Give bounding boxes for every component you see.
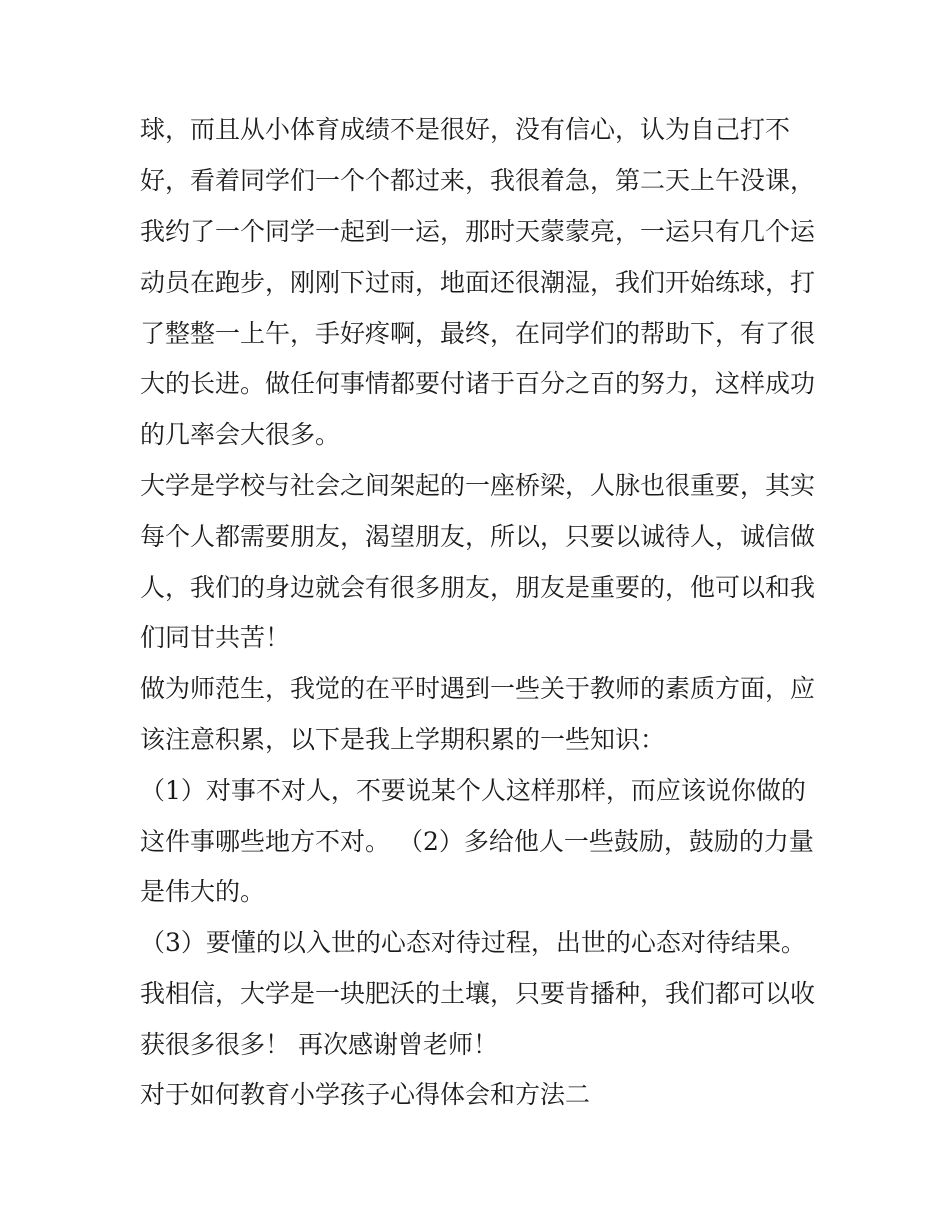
text-line: 球，而且从小体育成绩不是很好，没有信心，认为自己打不 [140,115,791,144]
text-line: （3）要懂的以入世的心态对待过程，出世的心态对待结果。 [140,928,806,957]
text-line: 该注意积累，以下是我上学期积累的一些知识： [140,725,666,754]
text-line: 我约了一个同学一起到一运，那时天蒙蒙亮，一运只有几个运 [140,217,816,246]
text-line: 好，看着同学们一个个都过来，我很着急，第二天上午没课， [140,166,816,195]
text-line: 这件事哪些地方不对。 （2）多给他人一些鼓励，鼓励的力量 [140,827,814,856]
text-line: 我相信，大学是一块肥沃的土壤，只要肯播种，我们都可以收 [140,979,816,1008]
text-line: 人，我们的身边就会有很多朋友，朋友是重要的，他可以和我 [140,573,816,602]
text-line: 是伟大的。 [140,877,266,906]
text-line: 获很多很多！ 再次感谢曾老师！ [140,1030,498,1059]
text-line: 动员在跑步，刚刚下过雨，地面还很潮湿，我们开始练球，打 [140,268,816,297]
text-line: 的几率会大很多。 [140,420,341,449]
text-line: 了整整一上午，手好疼啊，最终，在同学们的帮助下，有了很 [140,319,816,348]
text-line: 大学是学校与社会之间架起的一座桥梁，人脉也很重要，其实 [140,471,816,500]
text-line: 每个人都需要朋友，渴望朋友，所以，只要以诚待人，诚信做 [140,522,816,551]
text-line: （1）对事不对人，不要说某个人这样那样，而应该说你做的 [140,776,806,805]
text-line: 们同甘共苦！ [140,623,291,652]
section-heading: 对于如何教育小学孩子心得体会和方法二 [140,1080,591,1109]
text-line: 大的长进。做任何事情都要付诸于百分之百的努力，这样成功 [140,369,816,398]
text-line: 做为师范生，我觉的在平时遇到一些关于教师的素质方面，应 [140,674,816,703]
